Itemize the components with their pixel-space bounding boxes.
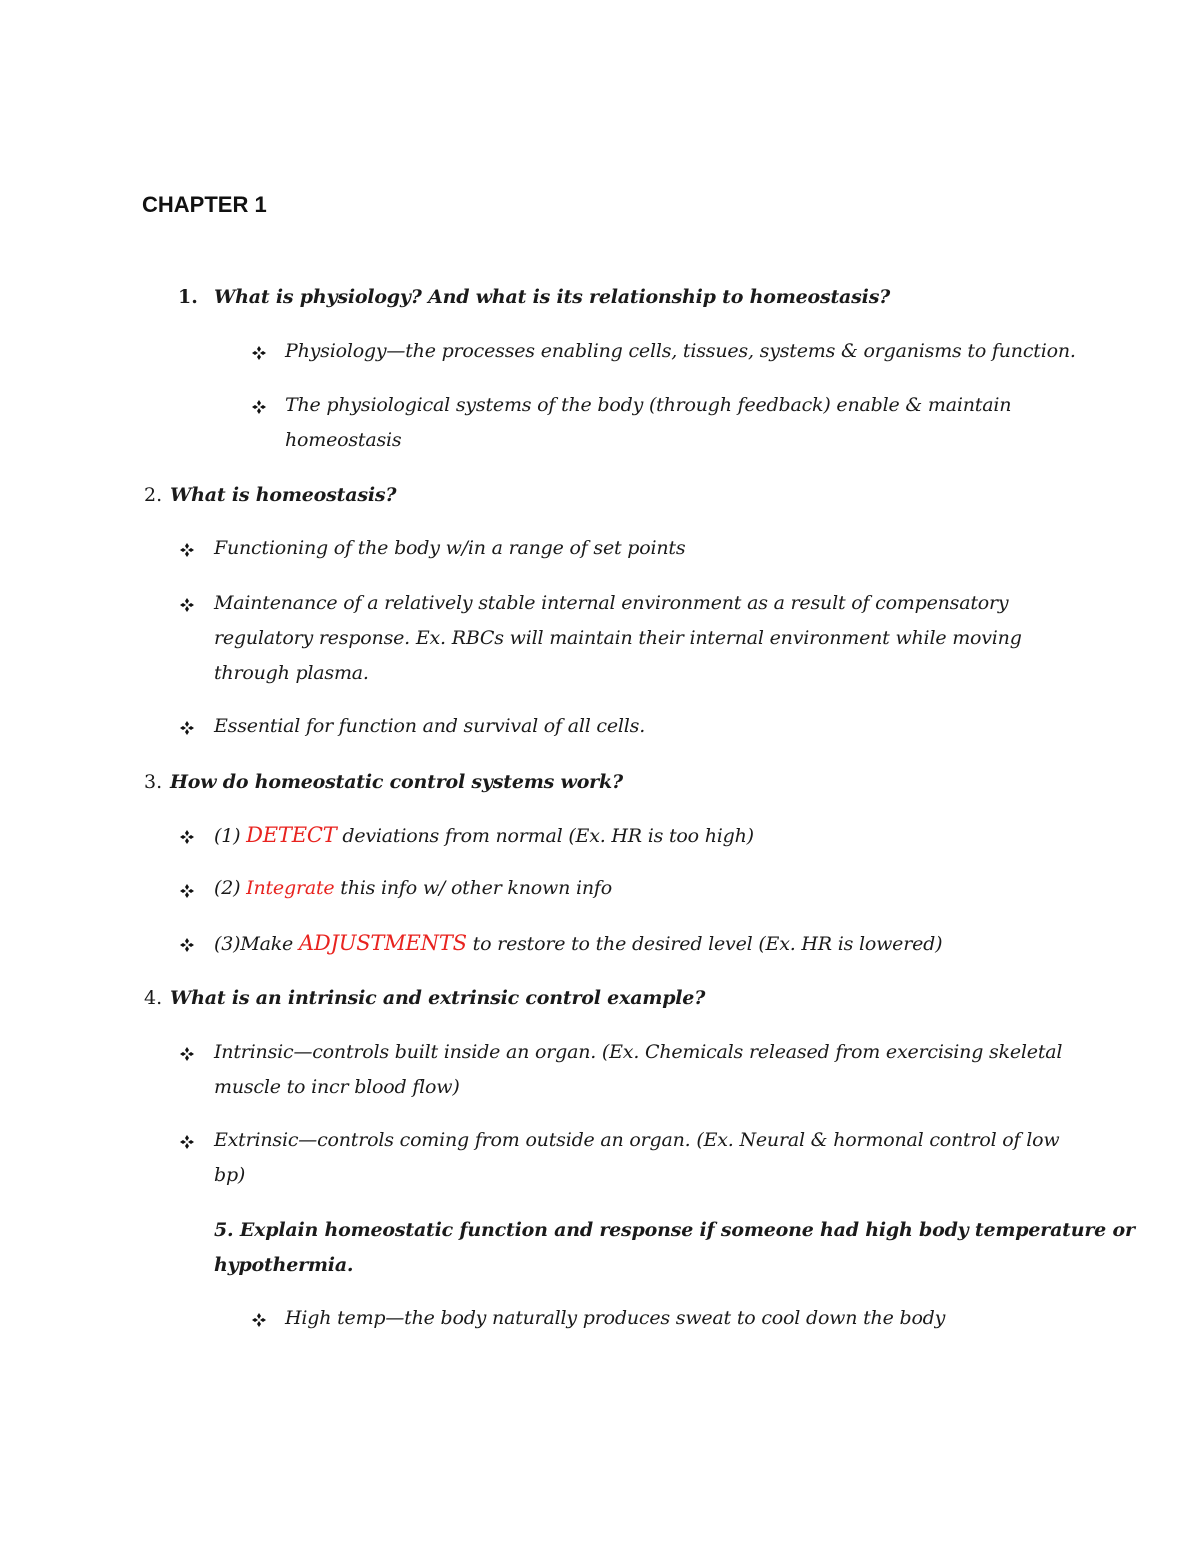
question-3-bullet-1: [214, 823, 754, 847]
question-4-bullet-2-cont: bp): [214, 1164, 246, 1186]
question-2-bullet-2-cont-2: through plasma.: [214, 662, 369, 684]
question-2-bullet-2: Maintenance of a relatively stable internal environment as a result of compensatory: [214, 592, 1009, 614]
question-5-text-cont: hypothermia.: [214, 1254, 354, 1276]
question-3-text: How do homeostatic control systems work?: [170, 771, 623, 793]
chapter-title: CHAPTER 1: [142, 192, 267, 217]
question-4-bullet-1: Intrinsic—controls built inside an organ. (Ex. Chemicals released from exercising skeletal: [214, 1041, 1063, 1063]
question-3-number: 3.: [144, 771, 163, 793]
diamond-bullet-icon: [180, 830, 194, 844]
diamond-bullet-icon: [252, 1313, 266, 1327]
highlight-adjustments: ADJUSTMENTS: [298, 931, 467, 955]
diamond-bullet-icon: [180, 1135, 194, 1149]
diamond-bullet-icon: [252, 400, 266, 414]
diamond-bullet-icon: [180, 1047, 194, 1061]
bullet-prefix: (2): [214, 877, 247, 899]
question-5-text: 5. Explain homeostatic function and response if someone had high body temperature or: [214, 1219, 1135, 1241]
diamond-bullet-icon: [180, 938, 194, 952]
bullet-prefix: (1): [214, 825, 247, 847]
question-2-text: What is homeostasis?: [170, 484, 397, 506]
question-5-bullet-1: High temp—the body naturally produces sweat to cool down the body: [285, 1307, 946, 1329]
diamond-bullet-icon: [180, 721, 194, 735]
question-2-bullet-2-cont-1: regulatory response. Ex. RBCs will maintain their internal environment while moving: [214, 627, 1022, 649]
question-4-text: What is an intrinsic and extrinsic control example?: [170, 987, 706, 1009]
diamond-bullet-icon: [252, 346, 266, 360]
question-3-bullet-2: [214, 877, 612, 899]
diamond-bullet-icon: [180, 543, 194, 557]
question-1-text: What is physiology? And what is its relationship to homeostasis?: [214, 286, 891, 308]
question-1-number: 1.: [178, 286, 198, 308]
question-4-number: 4.: [144, 987, 163, 1009]
question-4-bullet-1-cont: muscle to incr blood flow): [214, 1076, 460, 1098]
highlight-integrate: Integrate: [246, 877, 335, 899]
bullet-suffix: to restore to the desired level (Ex. HR is lowered): [466, 933, 943, 955]
question-2-bullet-1: Functioning of the body w/in a range of set points: [214, 537, 686, 559]
bullet-suffix: this info w/ other known info: [334, 877, 612, 899]
highlight-detect: DETECT: [246, 823, 337, 847]
question-1-bullet-2: The physiological systems of the body (through feedback) enable & maintain: [285, 394, 1012, 416]
diamond-bullet-icon: [180, 884, 194, 898]
question-1-bullet-1: Physiology—the processes enabling cells, tissues, systems & organisms to function.: [285, 340, 1076, 362]
diamond-bullet-icon: [180, 598, 194, 612]
bullet-suffix: deviations from normal (Ex. HR is too high): [336, 825, 754, 847]
question-4-bullet-2: Extrinsic—controls coming from outside an organ. (Ex. Neural & hormonal control of low: [214, 1129, 1060, 1151]
question-1-bullet-2-cont: homeostasis: [285, 429, 402, 451]
question-3-bullet-3: [214, 931, 942, 955]
question-2-number: 2.: [144, 484, 163, 506]
question-2-bullet-3: Essential for function and survival of all cells.: [214, 715, 646, 737]
bullet-prefix: (3)Make: [214, 933, 299, 955]
